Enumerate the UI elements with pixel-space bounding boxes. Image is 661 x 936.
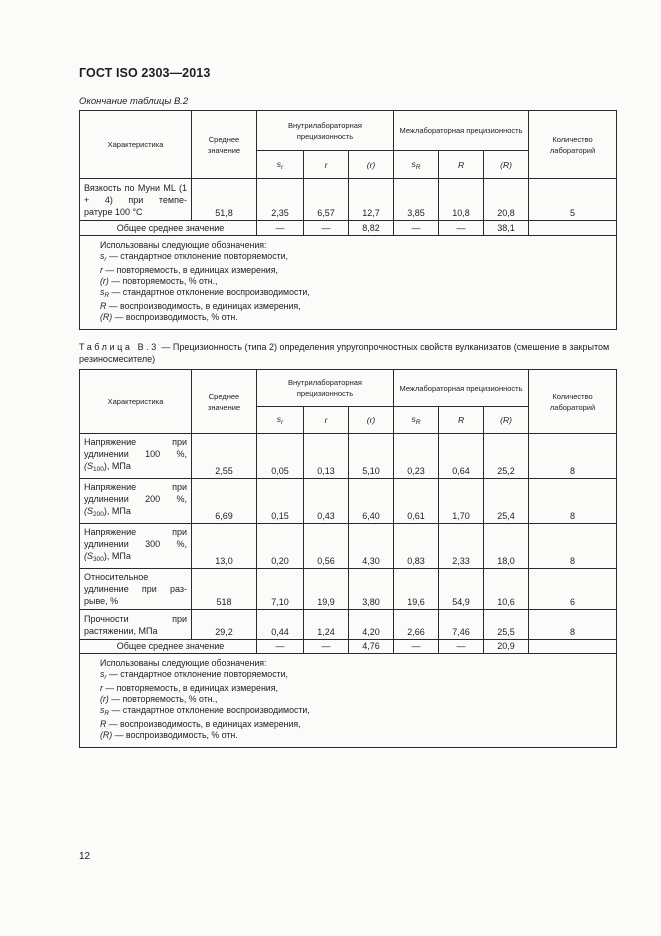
cell-r: 19,9 xyxy=(304,569,349,610)
cell-sR: 19,6 xyxy=(394,569,439,610)
average-row xyxy=(80,640,617,654)
cell-mean: 518 xyxy=(192,569,257,610)
row-characteristic: Напряжение при удлинении 100 %, $(S_{100})$, МПа xyxy=(80,434,192,479)
avg-labs xyxy=(529,221,617,236)
cell-r: 0,13 xyxy=(304,434,349,479)
row-characteristic: Относительное удлинение при раз- рыве, % xyxy=(80,569,192,610)
cell-sr: 2,35 xyxy=(257,179,304,221)
cell-sR: 2,66 xyxy=(394,610,439,640)
header-R: R xyxy=(439,407,484,434)
precision-table-b2 xyxy=(79,110,617,330)
cell-labs: 8 xyxy=(529,434,617,479)
cell-R: 7,46 xyxy=(439,610,484,640)
header-within: Внутрилабораторная прецизионность xyxy=(257,370,394,407)
cell-mean: 13,0 xyxy=(192,524,257,569)
avg-RR: 38,1 xyxy=(484,221,529,236)
cell-RR: 18,0 xyxy=(484,524,529,569)
cell-rr: 3,80 xyxy=(349,569,394,610)
cell-r: 0,56 xyxy=(304,524,349,569)
cell-r: 0,43 xyxy=(304,479,349,524)
header-rr: (r) xyxy=(349,407,394,434)
header-between: Межлабораторная прецизионность xyxy=(394,111,529,151)
cell-mean: 2,55 xyxy=(192,434,257,479)
cell-rr: 4,30 xyxy=(349,524,394,569)
cell-labs: 5 xyxy=(529,179,617,221)
table-row xyxy=(80,569,617,610)
header-mean: Среднее значение xyxy=(192,370,257,434)
header-sR: $s_R$ xyxy=(394,407,439,434)
cell-RR: 10,6 xyxy=(484,569,529,610)
row-characteristic: Вязкость по Муни ML (1 + 4) при темпе- ратуре 100 °С xyxy=(80,179,192,221)
row-characteristic: Напряжение при удлинении 300 %, $(S_{300})$, МПа xyxy=(80,524,192,569)
cell-labs: 8 xyxy=(529,524,617,569)
header-R: R xyxy=(439,151,484,179)
page-number: 12 xyxy=(79,851,91,862)
notes-row xyxy=(80,236,617,330)
average-label: Общее среднее значение xyxy=(80,221,257,236)
cell-sr: 0,44 xyxy=(257,610,304,640)
cell-RR: 20,8 xyxy=(484,179,529,221)
avg-sR: — xyxy=(394,640,439,654)
avg-sr: — xyxy=(257,221,304,236)
header-labs: Количество лабораторий xyxy=(529,370,617,434)
cell-R: 10,8 xyxy=(439,179,484,221)
notes: Использованы следующие обозначения: $s_r$ — стандартное отклонение повторяемости, r — повторяемость, в единицах измерения, (r) — повторяемость, % отн., $s_R$ — стандартное отклонение воспроизводимости, R — воспроизводимость, в единицах измерения, (R) — воспроизводимость, % отн. xyxy=(80,236,617,330)
table1-caption: Окончание таблицы В.2 xyxy=(79,96,189,107)
row-characteristic: Прочности при растяжении, МПа xyxy=(80,610,192,640)
avg-rr: 8,82 xyxy=(349,221,394,236)
cell-rr: 12,7 xyxy=(349,179,394,221)
avg-rr: 4,76 xyxy=(349,640,394,654)
cell-mean: 29,2 xyxy=(192,610,257,640)
cell-sR: 3,85 xyxy=(394,179,439,221)
notes-row xyxy=(80,654,617,748)
header-characteristic: Характеристика xyxy=(80,370,192,434)
cell-sR: 0,61 xyxy=(394,479,439,524)
table2-caption: Таблица В.3 — Прецизионность (типа 2) определения упругопрочностных свойств вулканизатов (смешение в закрытом резиносмесителе) xyxy=(79,342,610,364)
avg-sr: — xyxy=(257,640,304,654)
header-labs: Количество лабораторий xyxy=(529,111,617,179)
header-characteristic: Характеристика xyxy=(80,111,192,179)
cell-rr: 6,40 xyxy=(349,479,394,524)
avg-RR: 20,9 xyxy=(484,640,529,654)
cell-sr: 0,20 xyxy=(257,524,304,569)
header-r: r xyxy=(304,407,349,434)
table-row xyxy=(80,479,617,524)
cell-sr: 0,05 xyxy=(257,434,304,479)
cell-r: 1,24 xyxy=(304,610,349,640)
header-between: Межлабораторная прецизионность xyxy=(394,370,529,407)
average-row xyxy=(80,221,617,236)
header-within: Внутрилабораторная прецизионность xyxy=(257,111,394,151)
header-r: r xyxy=(304,151,349,179)
avg-R: — xyxy=(439,640,484,654)
cell-labs: 6 xyxy=(529,569,617,610)
precision-table-b3 xyxy=(79,369,617,748)
cell-sR: 0,83 xyxy=(394,524,439,569)
average-label: Общее среднее значение xyxy=(80,640,257,654)
cell-rr: 5,10 xyxy=(349,434,394,479)
header-RR: (R) xyxy=(484,151,529,179)
cell-RR: 25,2 xyxy=(484,434,529,479)
header-sr: $s_r$ xyxy=(257,151,304,179)
cell-labs: 8 xyxy=(529,610,617,640)
cell-sr: 0,15 xyxy=(257,479,304,524)
avg-labs xyxy=(529,640,617,654)
avg-r: — xyxy=(304,640,349,654)
table-row xyxy=(80,179,617,221)
header-rr: (r) xyxy=(349,151,394,179)
table-row xyxy=(80,434,617,479)
cell-RR: 25,5 xyxy=(484,610,529,640)
avg-R: — xyxy=(439,221,484,236)
cell-rr: 4,20 xyxy=(349,610,394,640)
cell-R: 2,33 xyxy=(439,524,484,569)
header-sr: $s_r$ xyxy=(257,407,304,434)
notes: Использованы следующие обозначения: $s_r$ — стандартное отклонение повторяемости, r — повторяемость, в единицах измерения, (r) — повторяемость, % отн., $s_R$ — стандартное отклонение воспроизводимости, R — воспроизводимость, в единицах измерения, (R) — воспроизводимость, % отн. xyxy=(80,654,617,748)
cell-labs: 8 xyxy=(529,479,617,524)
cell-r: 6,57 xyxy=(304,179,349,221)
cell-R: 0,64 xyxy=(439,434,484,479)
cell-mean: 6,69 xyxy=(192,479,257,524)
cell-R: 54,9 xyxy=(439,569,484,610)
cell-R: 1,70 xyxy=(439,479,484,524)
cell-mean: 51,8 xyxy=(192,179,257,221)
avg-r: — xyxy=(304,221,349,236)
header-sR: $s_R$ xyxy=(394,151,439,179)
row-characteristic: Напряжение при удлинении 200 %, $(S_{200})$, МПа xyxy=(80,479,192,524)
table-row xyxy=(80,524,617,569)
header-mean: Среднее значение xyxy=(192,111,257,179)
table-row xyxy=(80,610,617,640)
avg-sR: — xyxy=(394,221,439,236)
document-header: ГОСТ ISO 2303—2013 xyxy=(79,66,211,80)
header-RR: (R) xyxy=(484,407,529,434)
cell-sR: 0,23 xyxy=(394,434,439,479)
cell-RR: 25,4 xyxy=(484,479,529,524)
cell-sr: 7,10 xyxy=(257,569,304,610)
